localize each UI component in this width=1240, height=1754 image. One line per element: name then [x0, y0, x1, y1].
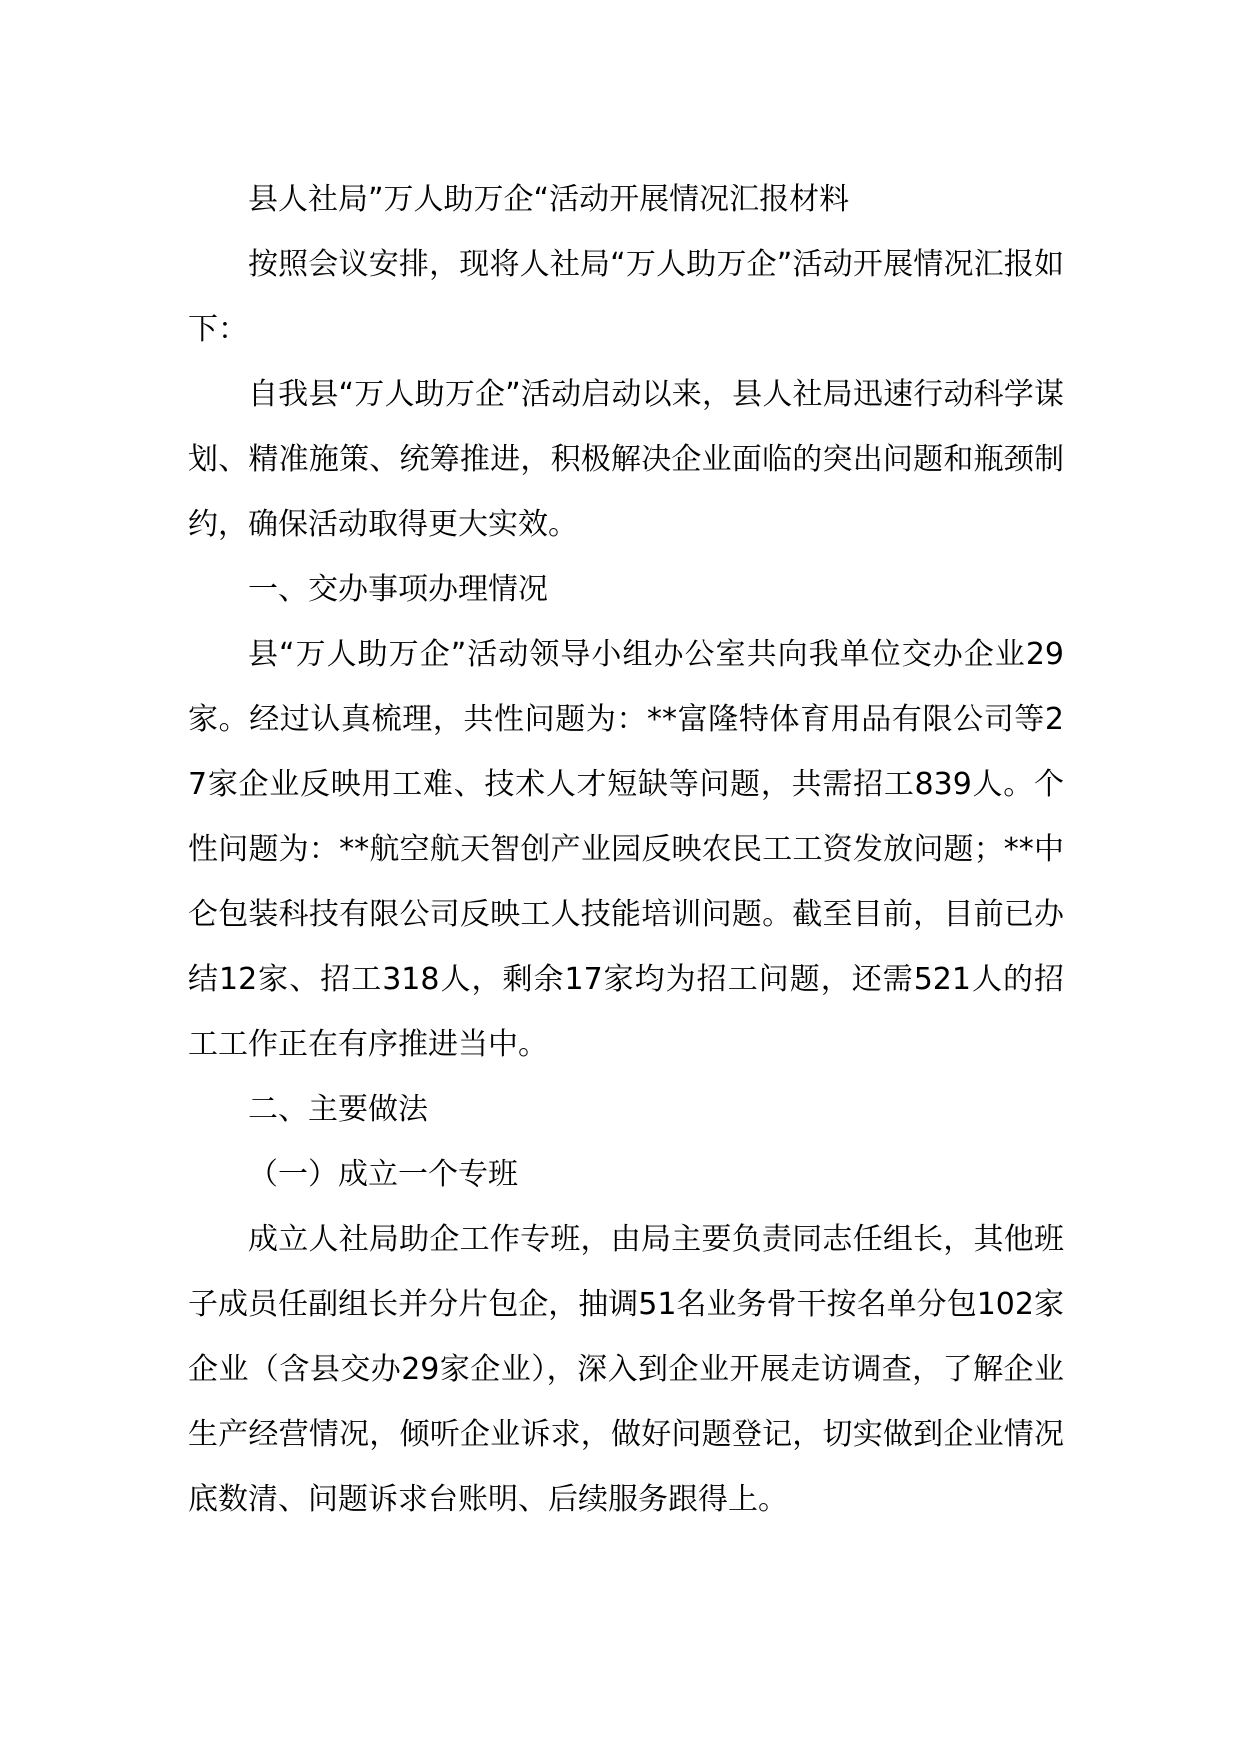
- document-title: 县人社局”万人助万企“活动开展情况汇报材料: [248, 182, 850, 217]
- document-body: [188, 167, 1064, 1532]
- paragraph-task-force: 成立人社局助企工作专班，由局主要负责同志任组长，其他班子成员任副组长并分片包企，抽调51名业务骨干按名单分包102家企业（含县交办29家企业），深入到企业开展走访调查，了解企业生产经营情况，倾听企业诉求，做好问题登记，切实做到企业情况底数清、问题诉求台账明、后续服务跟得上。: [188, 1222, 1064, 1517]
- section-heading-1: 一、交办事项办理情况: [248, 572, 548, 607]
- paragraph-intro: 按照会议安排，现将人社局“万人助万企”活动开展情况汇报如下：: [188, 247, 1064, 347]
- section-heading-2: 二、主要做法: [248, 1092, 428, 1127]
- subsection-heading-1: （一）成立一个专班: [248, 1157, 518, 1192]
- paragraph-background: 自我县“万人助万企”活动启动以来，县人社局迅速行动科学谋划、精准施策、统筹推进，积极解决企业面临的突出问题和瓶颈制约，确保活动取得更大实效。: [188, 377, 1064, 542]
- paragraph-assigned-items: 县“万人助万企”活动领导小组办公室共向我单位交办企业29家。经过认真梳理，共性问题为：**富隆特体育用品有限公司等27家企业反映用工难、技术人才短缺等问题，共需招工839人。个性问题为：**航空航天智创产业园反映农民工工资发放问题；**中仑包装科技有限公司反映工人技能培训问题。截至目前，目前已办结12家、招工318人，剩余17家均为招工问题，还需521人的招工工作正在有序推进当中。: [188, 637, 1064, 1062]
